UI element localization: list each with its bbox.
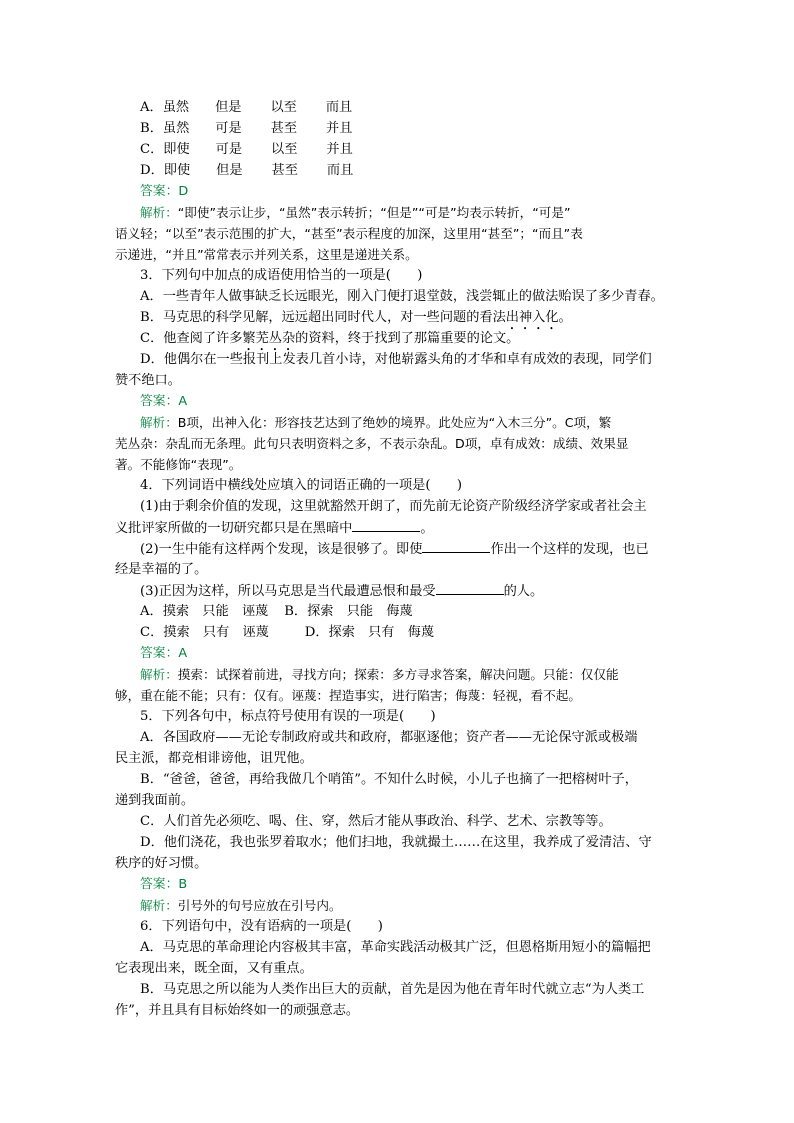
q6-option-b-line1: B．马克思之所以能为人类作出巨大的贡献，首先是因为他在青年时代就立志“为人类工: [140, 982, 645, 997]
q3-c-idiom: 繁芜丛杂: [242, 331, 296, 346]
q3-stem: 3．下列句中加点的成语使用恰当的一项是( ): [140, 268, 423, 283]
q2-option-a: A．虽然 但是 以至 而且: [140, 100, 353, 115]
q3-option-d-line1: D．他偶尔在一些报刊上发表几首小诗，对他崭露头角的才华和卓有成效的表现，同学们: [140, 352, 652, 367]
q3-analysis-line1: 解析：B项，出神入化：形容技艺达到了绝妙的境界。此处应为“入木三分”。C项，繁: [140, 415, 612, 430]
q4-analysis-line2: 够，重在能不能；只有：仅有。诬蔑：捏造事实，进行陷害；侮蔑：轻视，看不起。: [115, 688, 581, 703]
q4-analysis-line1: 解析：摸索：试探着前进，寻找方向；探索：多方寻求答案，解决问题。只能：仅仅能: [140, 667, 619, 682]
q3-analysis-line2: 芜丛杂：杂乱而无条理。此句只表明资料之多，不表示杂乱。D项，卓有成效：成绩、效果显: [115, 436, 629, 451]
q4-options-ab: A．摸索 只能 诬蔑 B．探索 只能 侮蔑: [140, 604, 413, 619]
q4-sentence3: (3)正因为这样，所以马克思是当代最遭忌恨和最受 的人。: [140, 580, 543, 603]
q5-option-b-line1: B．“爸爸，爸爸，再给我做几个哨笛”。不知什么时候，小儿子也摘了一把榕树叶子，: [140, 772, 638, 787]
q3-option-a: A．一些青年人做事缺乏长远眼光，刚入门便打退堂鼓，浅尝辄止的做法贻误了多少青春。: [140, 289, 664, 304]
q6-option-a-line1: A．马克思的革命理论内容极其丰富，革命实践活动极其广泛，但恩格斯用短小的篇幅把: [140, 940, 651, 955]
q5-analysis: 解析：引号外的句号应放在引号内。: [140, 898, 342, 913]
q5-answer: 答案：B: [140, 877, 188, 892]
q5-option-a-line1: A．各国政府——无论专制政府或共和政府，都驱逐他；资产者——无论保守派或极端: [140, 730, 638, 745]
q4-sentence1-line2: 义批评家所做的一切研究都只是在黑暗中 。: [115, 517, 434, 540]
q2-option-c: C．即使 可是 以至 并且: [140, 142, 353, 157]
q5-option-a-line2: 民主派，都竞相诽谤他，诅咒他。: [115, 751, 313, 766]
q5-stem: 5．下列各句中，标点符号使用有误的一项是( ): [140, 709, 436, 724]
fill-blank: [422, 538, 490, 553]
q4-sentence2-line1: (2)一生中能有这样两个发现，该是很够了。即使 作出一个这样的发现，也已: [140, 538, 649, 561]
fill-blank: [352, 517, 420, 532]
q4-options-cd: C．摸索 只有 诬蔑 D．探索 只有 侮蔑: [140, 625, 435, 640]
q2-analysis-line1: 解析：“即使”表示让步，“虽然”表示转折；“但是”“可是”均表示转折，“可是”: [140, 205, 571, 220]
q3-answer: 答案：A: [140, 394, 188, 409]
q2-analysis-line3: 示递进，“并且”常常表示并列关系，这里是递进关系。: [115, 247, 418, 262]
q3-option-b: B．马克思的科学见解，远远超出同时代人，对一些问题的看法出神入化。: [140, 310, 572, 325]
q3-option-c: C．他查阅了许多繁芜丛杂的资料，终于找到了那篇重要的论文。: [140, 331, 520, 346]
q4-sentence1-line1: (1)由于剩余价值的发现，这里就豁然开朗了，而先前无论资产阶级经济学家或者社会主: [140, 499, 647, 514]
q4-sentence2-line2: 经是幸福的了。: [115, 562, 208, 577]
q6-option-a-line2: 它表现出来，既全面，又有重点。: [115, 961, 313, 976]
q5-option-d-line2: 秩序的好习惯。: [115, 856, 208, 871]
q5-option-c: C．人们首先必须吃、喝、住、穿，然后才能从事政治、科学、艺术、宗教等等。: [140, 814, 612, 829]
q6-option-b-line2: 作”，并且具有目标始终如一的顽强意志。: [115, 1003, 360, 1018]
q2-option-d: D．即使 但是 甚至 而且: [140, 163, 354, 178]
q5-option-b-line2: 递到我面前。: [115, 793, 195, 808]
q3-analysis-line3: 著。不能修饰“表现”。: [115, 457, 242, 472]
q5-option-d-line1: D．他们浇花，我也张罗着取水；他们扫地，我就撮土……在这里，我养成了爱清洁、守: [140, 835, 652, 850]
q6-stem: 6．下列语句中，没有语病的一项是( ): [140, 919, 383, 934]
q2-option-b: B．虽然 可是 甚至 并且: [140, 121, 353, 136]
q2-analysis-line2: 语义轻；“以至”表示范围的扩大，“甚至”表示程度的加深，这里用“甚至”；“而且”表: [115, 226, 583, 241]
fill-blank: [436, 580, 504, 595]
q4-answer: 答案：A: [140, 646, 188, 661]
q3-option-d-line2: 赞不绝口。: [115, 373, 181, 388]
q4-stem: 4．下列词语中横线处应填入的词语正确的一项是( ): [140, 478, 462, 493]
q3-b-idiom: 出神入化: [505, 310, 559, 325]
q2-answer: 答案：D: [140, 184, 189, 199]
